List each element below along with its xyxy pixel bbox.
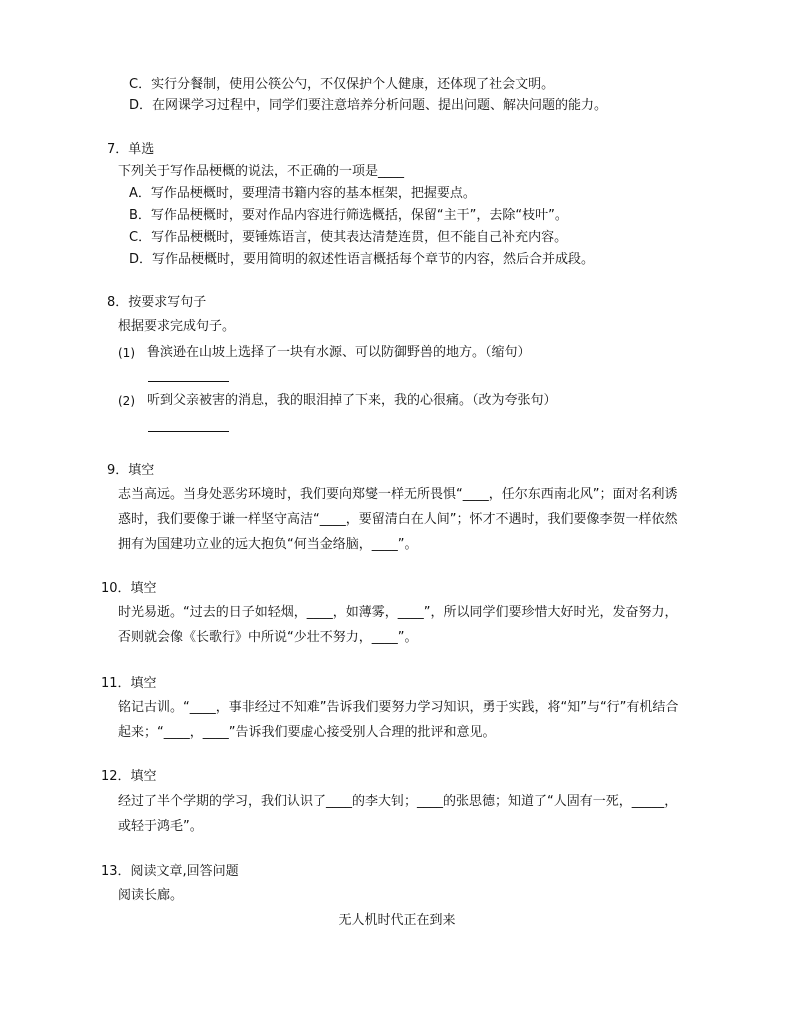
question-7-option-a: A．写作品梗概时，要理清书籍内容的基本框架，把握要点。 [129,186,476,201]
question-12-header: 12．填空 [101,769,157,784]
question-11-line-2: 起来；“____，____”告诉我们要虚心接受别人合理的批评和意见。 [118,725,496,740]
question-8-item-1-number: (1) [118,346,135,360]
question-10-line-1: 时光易逝。“过去的日子如轻烟，____，如薄雾，____”，所以同学们要珍惜大好时光，发奋努力， [118,605,678,620]
option-d: D．在网课学习过程中，同学们要注意培养分析问题、提出问题、解决问题的能力。 [129,98,608,113]
question-12-line-2: 或轻于鸿毛”。 [118,819,203,834]
answer-blank-2 [148,431,229,432]
article-title: 无人机时代正在到来 [338,913,456,928]
question-12-line-1: 经过了半个学期的学习，我们认识了____的李大钊；____的张思德；知道了“人固有一死，_____， [118,794,678,809]
question-11-line-1: 铭记古训。“____，事非经过不知难”告诉我们要努力学习知识，勇于实践，将“知”与“行”有机结合 [118,700,679,715]
question-13-stem: 阅读长廊。 [118,888,184,903]
question-8-item-2-text: 听到父亲被害的消息，我的眼泪掉了下来，我的心很痛。（改为夸张句） [147,393,557,408]
question-9-line-3: 拥有为国建功立业的远大抱负“何当金络脑，____”。 [118,537,418,552]
question-8-header: 8．按要求写句子 [107,295,207,310]
question-9-header: 9．填空 [107,463,155,478]
question-10-line-2: 否则就会像《长歌行》中所说“少壮不努力，____”。 [118,630,418,645]
question-7-option-b: B．写作品梗概时，要对作品内容进行筛选概括，保留“主干”，去除“枝叶”。 [129,208,568,223]
question-9-line-1: 志当高远。当身处恶劣环境时，我们要向郑燮一样无所畏惧“____，任尔东西南北风”；面对名利诱 [118,487,678,502]
question-13-header: 13．阅读文章,回答问题 [101,864,239,879]
question-8-item-1-text: 鲁滨逊在山坡上选择了一块有水源、可以防御野兽的地方。（缩句） [147,345,531,360]
question-10-header: 10．填空 [101,581,157,596]
question-8-item-2-number: (2) [118,394,135,408]
question-11-header: 11．填空 [101,676,157,691]
option-c: C．实行分餐制，使用公筷公勺，不仅保护个人健康，还体现了社会文明。 [129,77,555,92]
answer-blank-1 [148,381,229,382]
question-7-header: 7．单选 [107,142,155,157]
question-7-option-c: C．写作品梗概时，要锤炼语言，使其表达清楚连贯，但不能自己补充内容。 [129,230,568,245]
question-8-stem: 根据要求完成句子。 [118,319,236,334]
question-9-line-2: 惑时，我们要像于谦一样坚守高洁“____，要留清白在人间”；怀才不遇时，我们要像李贺一样依然 [118,512,678,527]
question-7-stem: 下列关于写作品梗概的说法，不正确的一项是____ [118,164,405,179]
question-7-option-d: D．写作品梗概时，要用简明的叙述性语言概括每个章节的内容，然后合并成段。 [129,252,595,267]
